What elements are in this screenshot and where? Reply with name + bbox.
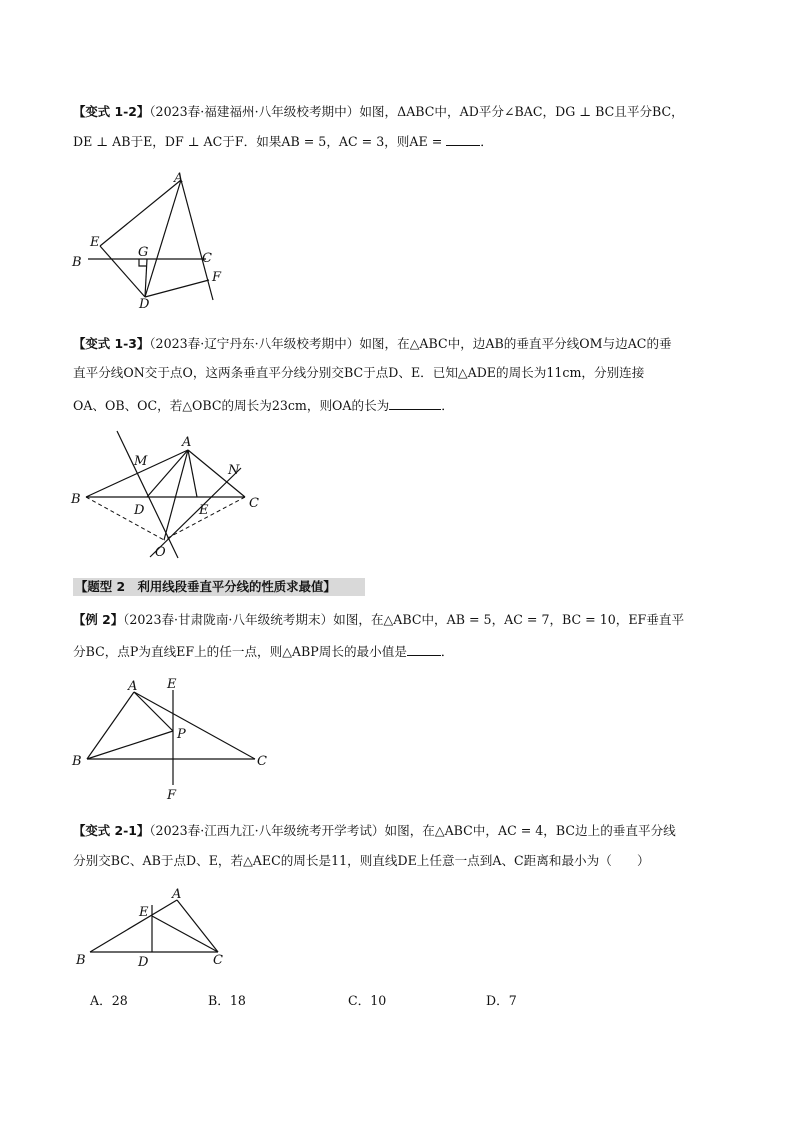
- choice-c[interactable]: C．10: [348, 993, 387, 1008]
- problem-text: （2023春·甘肃陇南·八年级统考期末）如图，在△ABC中，AB = 5，AC = 7，BC = 10，EF垂直平: [123, 612, 685, 627]
- problem-tag: 【变式 1-2】: [73, 104, 150, 119]
- label-F: F: [167, 788, 177, 803]
- problem-text: ．: [480, 134, 493, 149]
- label-C: C: [257, 754, 267, 769]
- label-G: G: [138, 245, 149, 260]
- label-E: E: [199, 503, 209, 518]
- problem-tag: 【变式 2-1】: [73, 823, 150, 838]
- label-B: B: [72, 754, 82, 769]
- choice-b[interactable]: B．18: [208, 993, 246, 1008]
- problem-tag: 【例 2】: [73, 612, 124, 627]
- label-O: O: [155, 545, 166, 560]
- label-A: A: [128, 679, 138, 694]
- label-E: E: [90, 235, 100, 250]
- label-A: A: [174, 171, 184, 186]
- problem-text: DE ⊥ AB于E，DF ⊥ AC于F．如果AB = 5，AC = 3，则AE =: [73, 134, 447, 149]
- section-heading: 【题型 2 利用线段垂直平分线的性质求最值】: [73, 578, 365, 596]
- label-B: B: [76, 953, 86, 968]
- choice-d[interactable]: D．7: [486, 993, 517, 1008]
- problem-text: （2023春·辽宁丹东·八年级校考期中）如图，在△ABC中，边AB的垂直平分线OM与边AC的垂: [149, 336, 672, 351]
- problem-tag: 【变式 1-3】: [73, 336, 150, 351]
- label-D: D: [134, 503, 145, 518]
- label-C: C: [249, 496, 259, 511]
- label-C: C: [202, 251, 212, 266]
- problem-text: 分别交BC、AB于点D、E，若△AEC的周长是11，则直线DE上任意一点到A、C距离和最小为（ ）: [73, 853, 650, 868]
- problem-text: ．: [441, 398, 454, 413]
- label-P: P: [177, 727, 186, 742]
- label-D: D: [139, 297, 150, 312]
- answer-choices: [0, 992, 794, 1010]
- problem-text: ．: [440, 644, 454, 659]
- label-B: B: [71, 492, 81, 507]
- label-E: E: [167, 677, 177, 692]
- choice-a[interactable]: A．28: [90, 993, 128, 1008]
- label-M: M: [134, 454, 148, 469]
- problem-text: （2023春·福建福州·八年级校考期中）如图，ΔABC中，AD平分∠BAC，DG ⊥ BC且平分BC，: [149, 104, 684, 119]
- label-N: N: [228, 463, 240, 478]
- label-D: D: [138, 955, 149, 970]
- problem-text: OA、OB、OC，若△OBC的周长为23cm，则OA的长为: [73, 398, 390, 413]
- label-A: A: [172, 887, 182, 902]
- problem-text: （2023春·江西九江·八年级统考开学考试）如图，在△ABC中，AC = 4，BC边上的垂直平分线: [149, 823, 676, 838]
- label-F: F: [212, 270, 222, 285]
- label-C: C: [213, 953, 223, 968]
- label-E: E: [139, 905, 149, 920]
- label-B: B: [72, 255, 82, 270]
- label-A: A: [182, 435, 192, 450]
- problem-text: 分BC，点P为直线EF上的任一点，则△ABP周长的最小值是: [73, 644, 407, 659]
- problem-text: 直平分线ON交于点O，这两条垂直平分线分别交BC于点D、E．已知△ADE的周长为11cm，分别连接: [73, 365, 645, 380]
